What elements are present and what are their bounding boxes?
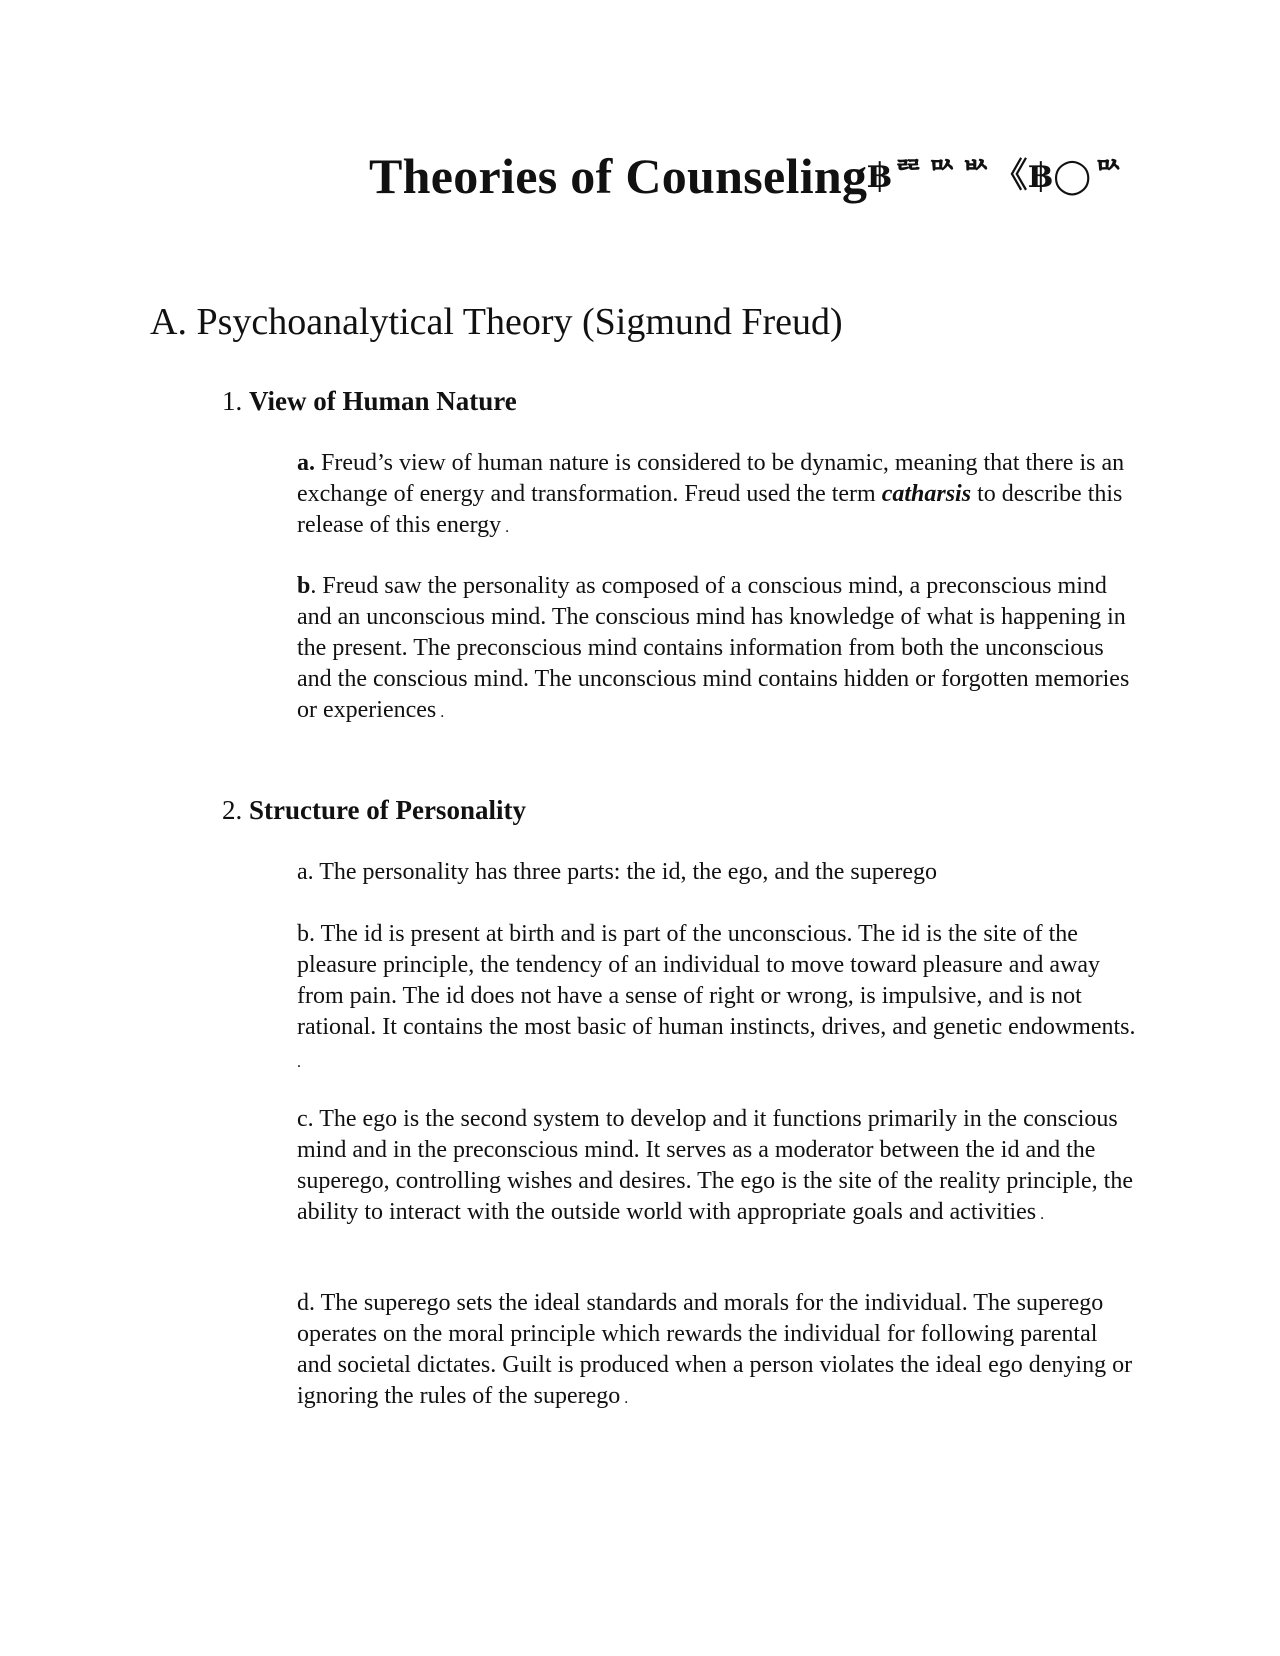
paragraph-text: . Freud saw the personality as composed of a conscious mind, a preconscious mind and an unconscious mind. The conscious mind has knowledge of what is happening in the present. The preconscious mind contains information from both the unconscious and the conscious mind. The unconscious mind contains hidden or forgotten memories or experiences [297, 573, 1130, 723]
title-text: Theories of Counseling [369, 148, 868, 204]
paragraph-2d [297, 1288, 1137, 1414]
paragraph-trail: . [620, 1390, 629, 1407]
paragraph-text: d. The superego sets the ideal standards and morals for the individual. The superego operates on the moral principle which rewards the individual for following parental and societal dictates. Guilt is produced when a person violates the ideal ego denying or ignoring the rules of the superego [297, 1290, 1133, 1409]
subsection-title: View of Human Nature [249, 386, 517, 416]
paragraph-label: b [297, 573, 311, 599]
paragraph-2c [297, 1104, 1137, 1230]
paragraph-text: Freud’s view of human nature is considered to be dynamic, meaning that there is an exchange of energy and transformation. Freud used the term [297, 450, 1125, 507]
title-garbled-glyphs: ฿ᄙᄆᄉᄡ《฿◯ᄆᄉ [867, 158, 1127, 195]
paragraph-text: b. The id is present at birth and is part of the unconscious. The id is the site of the pleasure principle, the tendency of an individual to move toward pleasure and away from pain. The id does not have a sense of right or wrong, is impulsive, and is not rational. It contains the most basic of human instincts, drives, and genetic endowments. [297, 921, 1136, 1040]
subsection-heading-2 [222, 793, 526, 827]
page-title [369, 146, 1126, 207]
paragraph-text: c. The ego is the second system to develop and it functions primarily in the conscious mind and in the preconscious mind. It serves as a moderator between the id and the superego, controlling wishes and desires. The ego is the site of the reality principle, the ability to interact with the outside world with appropriate goals and activities [297, 1106, 1134, 1225]
paragraph-1a [297, 448, 1137, 543]
paragraph-label: a. [297, 450, 315, 476]
section-heading: A. Psychoanalytical Theory (Sigmund Freud) [150, 301, 843, 343]
subsection-number: 1. [222, 386, 243, 416]
paragraph-trail: . [501, 519, 510, 536]
subsection-title: Structure of Personality [249, 795, 526, 825]
paragraph-text: a. The personality has three parts: the id, the ego, and the superego [297, 859, 938, 885]
emphasized-term: catharsis [881, 481, 972, 507]
paragraph-trail: . [1036, 1206, 1045, 1223]
paragraph-2b [297, 919, 1137, 1078]
paragraph-trail: . [297, 1054, 301, 1071]
subsection-number: 2. [222, 795, 243, 825]
paragraph-trail: . [436, 704, 445, 721]
paragraph-text: to describe this release of this energy [297, 481, 1123, 538]
paragraph-2a [297, 857, 1137, 888]
subsection-heading-1 [222, 384, 517, 418]
paragraph-1b [297, 571, 1137, 728]
